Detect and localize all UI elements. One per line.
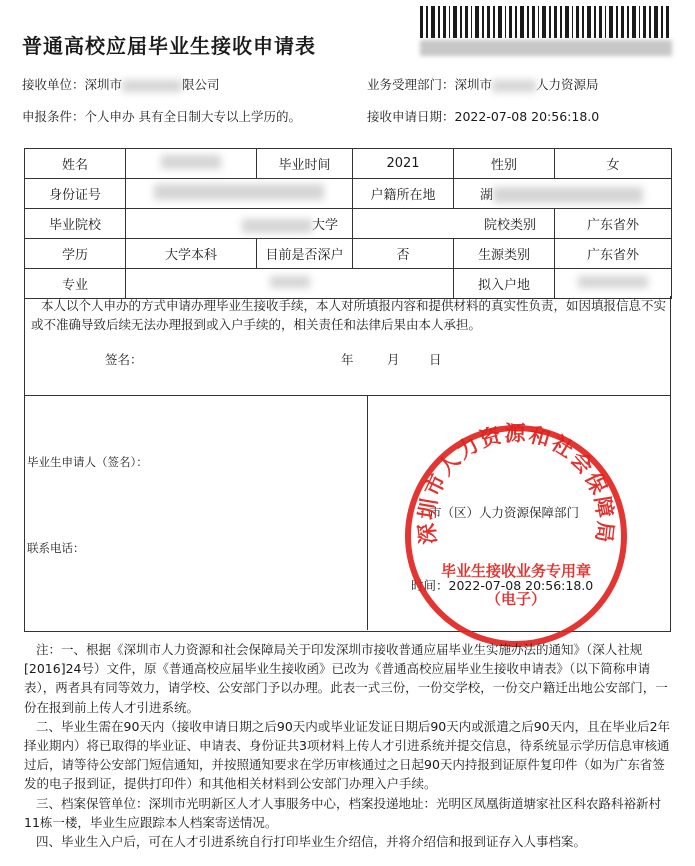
- table-row: [25, 179, 672, 209]
- major-label: 专业: [25, 269, 126, 299]
- grad-time-value: 2021: [353, 149, 454, 179]
- notes-section: [24, 640, 674, 851]
- plan-label: 拟入户地: [454, 269, 555, 299]
- origin-label: 生源类别: [454, 239, 555, 269]
- sign-month: 月: [387, 352, 400, 367]
- id-label: 身份证号: [25, 179, 126, 209]
- receiving-unit: 接收单位：深圳市 限公司: [22, 77, 220, 92]
- table-row: [25, 239, 672, 269]
- grad-time-label: 毕业时间: [257, 149, 353, 179]
- table-row: [25, 269, 672, 299]
- note-item: 二、毕业生需在90天内（接收申请日期之后90天内或毕业证发证日期后90天内或派遣之后90天内，且在毕业后2年择业期内）将已取得的毕业证、申请表、身份证共3项材料上传人才引进系统并提交信息，待系统显示学历信息审核通过后，请等待公安部门短信通知，并按照通知要求在学历审核通过之日起90天内持报到证原件复印件（如为广东省签发的电子报到证，提供打印件）和其他相关材料到公安部门办理入户手续。: [24, 718, 671, 792]
- applicant-info-table: [24, 148, 672, 299]
- major-value: [126, 269, 454, 299]
- sz-value: 否: [353, 239, 454, 269]
- note-item: 四、毕业生入户后，可在人才引进系统自行打印毕业生介绍信，并将介绍信和报到证存入人事档案。: [36, 834, 587, 850]
- hukou-value: 湖: [454, 179, 672, 209]
- official-seal: [398, 418, 634, 654]
- handling-department: 业务受理部门：深圳市 人力资源局: [367, 77, 599, 92]
- seal-bottom-text: （电子）: [485, 590, 547, 608]
- edu-value: 大学本科: [126, 239, 257, 269]
- hukou-label: 户籍所在地: [353, 179, 454, 209]
- sign-day: 日: [429, 352, 442, 367]
- school-type-value: 广东省外: [555, 209, 672, 239]
- note-item: 注：一、根据《深圳市人力资源和社会保障局关于印发深圳市接收普通应届毕业生实施办法的通知》（深人社规[2016]24号）文件，原《普通高校应届毕业生接收函》已改为《普通高校应届毕业生接收申请表》（以下简称申请表），两者具有同等效力，请学校、公安部门予以办理。此表一式三份，一份交学校，一份交户籍迁出地公安部门，一份在报到前上传人才引进系统。: [24, 642, 668, 715]
- name-value: [126, 149, 257, 179]
- gender-value: 女: [555, 149, 672, 179]
- application-date: 接收申请日期：2022-07-08 20:56:18.0: [367, 109, 600, 124]
- edu-label: 学历: [25, 239, 126, 269]
- barcode-text-obscured: [420, 40, 672, 56]
- svg-text:深圳市人力资源和社会保障局: [414, 422, 617, 546]
- name-label: 姓名: [25, 149, 126, 179]
- declaration-text: 本人以个人申办的方式申请办理毕业生接收手续，本人对所填报内容和提供材料的真实性负责，如因填报信息不实或不准确导致后续无法办理报到或入户手续的，相关责任和法律后果由本人承担。: [31, 298, 667, 332]
- office-label: 市（区）人力资源保障部门: [429, 505, 580, 520]
- sign-year: 年: [341, 352, 354, 367]
- gender-label: 性别: [454, 149, 555, 179]
- applicant-signature-label: 毕业生申请人（签名）：: [27, 455, 148, 469]
- school-type-label: 院校类别: [353, 209, 555, 239]
- divider: [367, 396, 368, 630]
- table-row: [25, 149, 672, 179]
- id-value: [126, 179, 353, 209]
- signature-label: 签名：: [105, 352, 143, 367]
- plan-value: [555, 269, 672, 299]
- sz-label: 目前是否深户: [257, 239, 353, 269]
- note-item: 三、档案保管单位：深圳市光明新区人才人事服务中心，档案投递地址：光明区凤凰街道塘家社区科农路科裕新村11栋一楼，毕业生应跟踪本人档案寄送情况。: [24, 795, 662, 830]
- signature-row: [105, 350, 485, 369]
- declaration-box: [24, 296, 671, 396]
- application-condition: 申报条件：个人申办 具有全日制大专以上学历的。: [22, 109, 301, 124]
- seal-inner-text: 毕业生接收业务专用章: [440, 562, 592, 580]
- page-title: 普通高校应届毕业生接收申请表: [22, 34, 316, 58]
- school-label: 毕业院校: [25, 209, 126, 239]
- table-row: [25, 209, 672, 239]
- phone-label: 联系电话：: [27, 541, 85, 555]
- seal-outer-text: 深圳市人力资源和社会保障局: [414, 421, 618, 546]
- origin-value: 广东省外: [555, 239, 672, 269]
- approval-time: 时间：2022-07-08 20:56:18.0: [411, 578, 594, 593]
- school-value: 大学: [126, 209, 353, 239]
